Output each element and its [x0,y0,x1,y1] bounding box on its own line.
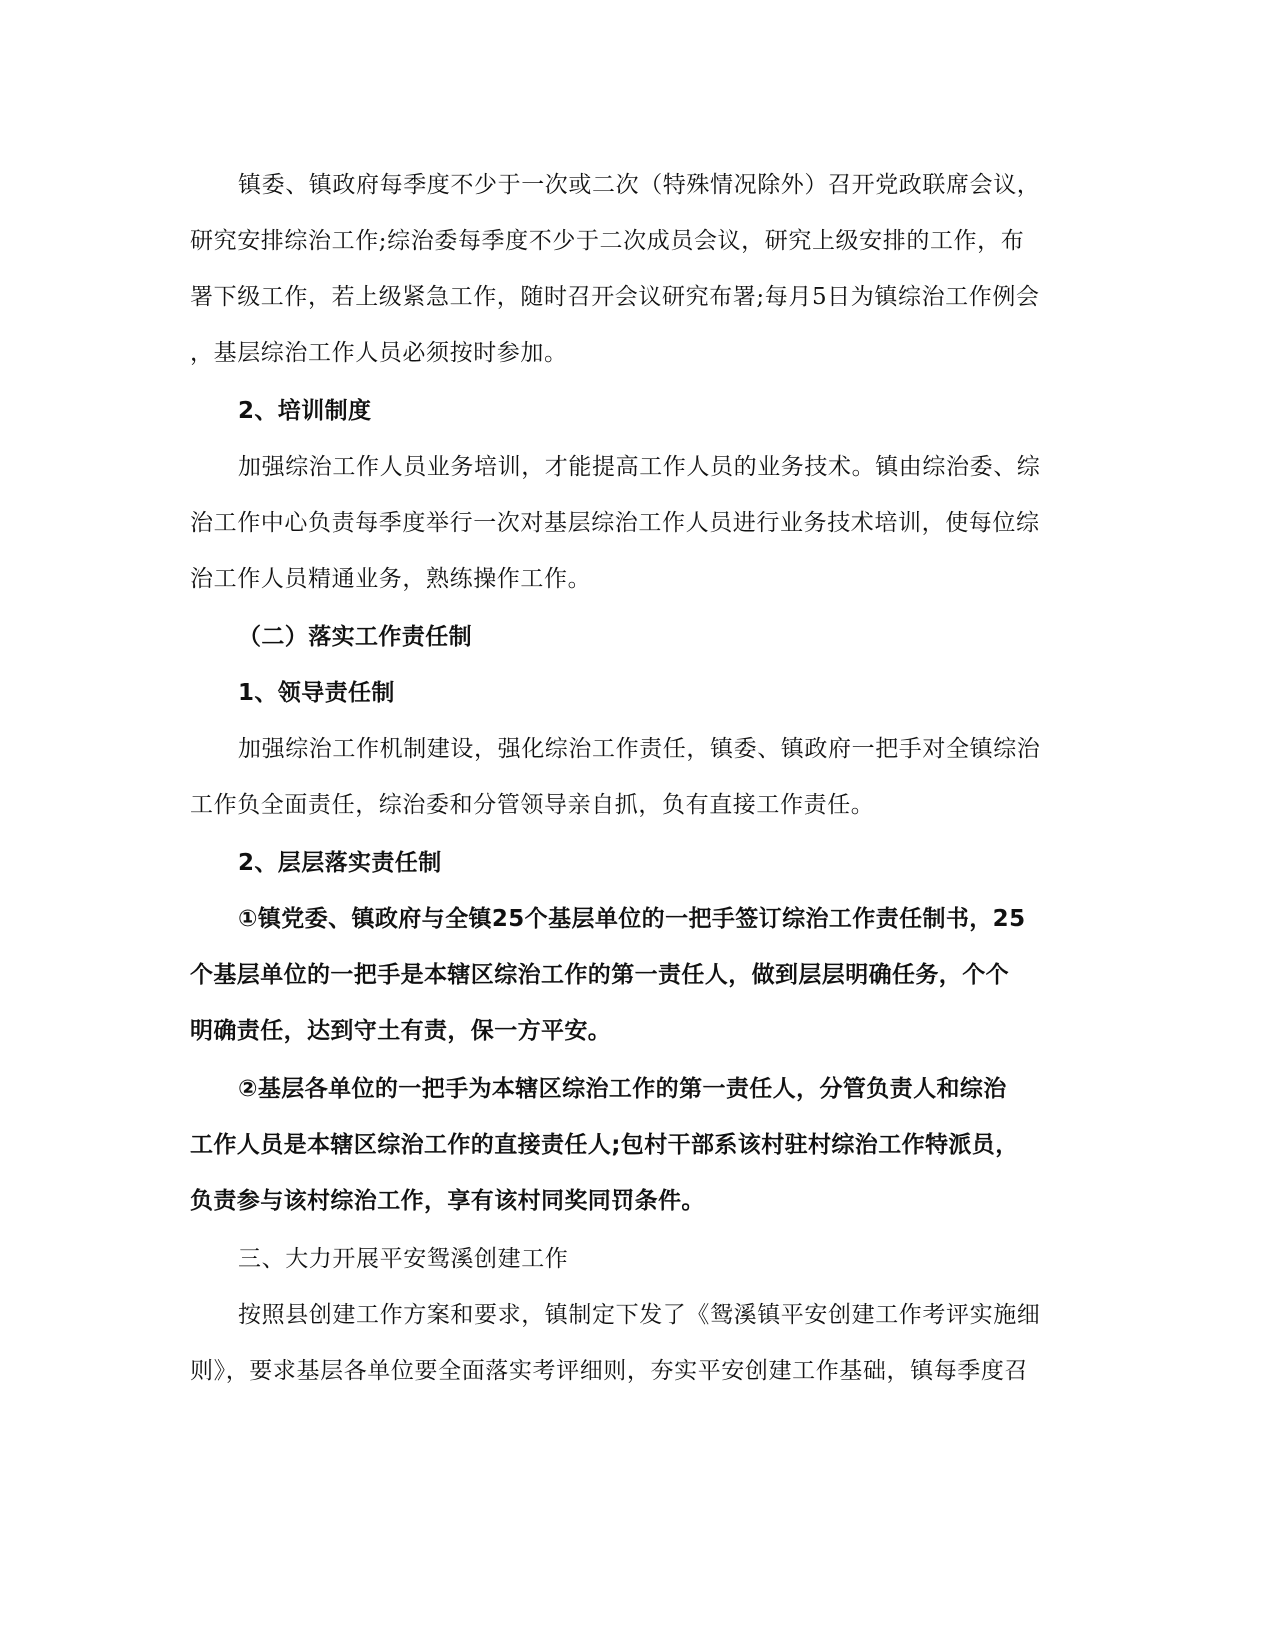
body-text-line: 加强综治工作机制建设，强化综治工作责任，镇委、镇政府一把手对全镇综治 [238,736,1041,762]
body-text-line: 治工作中心负责每季度举行一次对基层综治工作人员进行业务技术培训，使每位综 [190,510,1040,536]
body-text-line: 署下级工作，若上级紧急工作，随时召开会议研究布署;每月5日为镇综治工作例会 [190,284,1040,310]
body-text-line: 研究安排综治工作;综治委每季度不少于二次成员会议，研究上级安排的工作，布 [190,228,1025,254]
section-heading: 2、培训制度 [238,398,372,424]
section-heading: 1、领导责任制 [238,680,395,706]
bold-text-line: ①镇党委、镇政府与全镇25个基层单位的一把手签订综治工作责任制书，25 [238,906,1026,932]
body-text-line: 加强综治工作人员业务培训，才能提高工作人员的业务技术。镇由综治委、综 [238,454,1041,480]
section-heading: 2、层层落实责任制 [238,850,442,876]
section-heading: （二）落实工作责任制 [238,624,472,650]
bold-text-line: ②基层各单位的一把手为本辖区综治工作的第一责任人，分管负责人和综治 [238,1076,1007,1102]
bold-text-line: 工作人员是本辖区综治工作的直接责任人;包村干部系该村驻村综治工作特派员， [190,1132,1019,1158]
bold-text-line: 负责参与该村综治工作，享有该村同奖同罚条件。 [190,1188,705,1214]
body-text-line: 则》，要求基层各单位要全面落实考评细则，夯实平安创建工作基础，镇每季度召 [190,1358,1029,1384]
section-heading: 三、大力开展平安鸳溪创建工作 [238,1246,569,1272]
body-text-line: 按照县创建工作方案和要求，镇制定下发了《鸳溪镇平安创建工作考评实施细 [238,1302,1041,1328]
bold-text-line: 个基层单位的一把手是本辖区综治工作的第一责任人，做到层层明确任务，个个 [190,962,1009,988]
body-text-line: ，基层综治工作人员必须按时参加。 [190,340,568,366]
body-text-line: 镇委、镇政府每季度不少于一次或二次（特殊情况除外）召开党政联席会议， [238,172,1041,198]
body-text-line: 工作负全面责任，综治委和分管领导亲自抓，负有直接工作责任。 [190,792,875,818]
body-text-line: 治工作人员精通业务，熟练操作工作。 [190,566,592,592]
bold-text-line: 明确责任，达到守土有责，保一方平安。 [190,1018,612,1044]
